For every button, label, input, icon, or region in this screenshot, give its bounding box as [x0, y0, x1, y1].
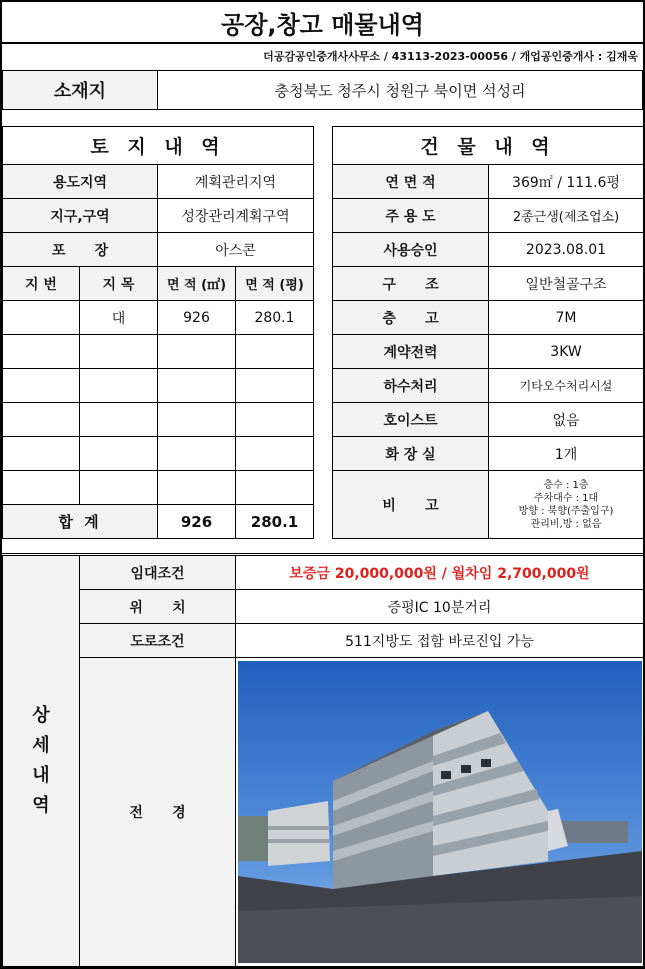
- land-label-zoning: 용도지역: [3, 165, 158, 199]
- building-value-floor-area: 369㎡ / 111.6평: [489, 165, 644, 199]
- land-label-paving: 포 장: [3, 233, 158, 267]
- land-value-district: 성장관리계획구역: [158, 199, 314, 233]
- lease-terms-value: 보증금 20,000,000원 / 월차임 2,700,000원: [236, 556, 644, 590]
- col-header-jimok: 지 목: [80, 267, 158, 301]
- photo-label: 전 경: [80, 658, 236, 967]
- building-photo: [238, 661, 642, 963]
- building-label-structure: 구 조: [333, 267, 489, 301]
- total-area-py: 280.1: [236, 505, 314, 539]
- building-value-hoist: 없음: [489, 403, 644, 437]
- position-value: 증평IC 10분거리: [236, 590, 644, 624]
- parcel-area-py: 280.1: [236, 301, 314, 335]
- land-label-district: 지구,구역: [3, 199, 158, 233]
- office-info-line: 더공감공인중개사사무소 / 43113-2023-00056 / 개업공인중개사 : 김재욱: [263, 50, 638, 63]
- building-value-height: 7M: [489, 301, 644, 335]
- building-value-approval: 2023.08.01: [489, 233, 644, 267]
- col-header-area-m2: 면 적 (㎡): [158, 267, 236, 301]
- location-value: 충청북도 청주시 청원구 북이면 석성리: [158, 71, 643, 110]
- building-value-sewage: 기타오수처리시설: [489, 369, 644, 403]
- building-label-sewage: 하수처리: [333, 369, 489, 403]
- page-title: 공장,창고 매물내역: [221, 10, 424, 39]
- table-row-empty: [3, 369, 314, 403]
- building-label-approval: 사용승인: [333, 233, 489, 267]
- building-label-use: 주 용 도: [333, 199, 489, 233]
- total-area-m2: 926: [158, 505, 236, 539]
- parcel-jimok: 대: [80, 301, 158, 335]
- land-value-zoning: 계획관리지역: [158, 165, 314, 199]
- table-row-empty: [3, 403, 314, 437]
- building-table: [332, 126, 644, 539]
- remark-line: 관리비,방 : 없음: [530, 518, 602, 530]
- details-section-label: 상세내역: [3, 556, 80, 967]
- building-label-hoist: 호이스트: [333, 403, 489, 437]
- lease-terms-label: 임대조건: [80, 556, 236, 590]
- building-value-toilet: 1개: [489, 437, 644, 471]
- col-header-area-py: 면 적 (평): [236, 267, 314, 301]
- building-value-power: 3KW: [489, 335, 644, 369]
- land-value-paving: 아스콘: [158, 233, 314, 267]
- building-label-toilet: 화 장 실: [333, 437, 489, 471]
- location-label: 소재지: [3, 71, 158, 110]
- building-label-height: 층 고: [333, 301, 489, 335]
- position-label: 위 치: [80, 590, 236, 624]
- building-label-remarks: 비 고: [333, 471, 489, 539]
- col-header-jibun: 지 번: [3, 267, 80, 301]
- land-header: 토 지 내 역: [3, 127, 314, 165]
- remark-line: 주차대수 : 1대: [533, 492, 599, 504]
- building-value-use: 2종근생(제조업소): [489, 199, 644, 233]
- parcel-area-m2: 926: [158, 301, 236, 335]
- building-remarks: [489, 471, 644, 539]
- parcel-jibun: [3, 301, 80, 335]
- road-value: 511지방도 접함 바로진입 가능: [236, 624, 644, 658]
- building-label-power: 계약전력: [333, 335, 489, 369]
- table-row-empty: [3, 437, 314, 471]
- building-header: 건 물 내 역: [333, 127, 644, 165]
- remark-line: 방향 : 북향(주출입구): [518, 505, 614, 517]
- details-table: [2, 555, 644, 967]
- location-table: [2, 70, 643, 110]
- land-table: [2, 126, 314, 539]
- remark-line: 층수 : 1층: [543, 479, 589, 491]
- table-row-empty: [3, 335, 314, 369]
- table-row-empty: [3, 471, 314, 505]
- road-label: 도로조건: [80, 624, 236, 658]
- building-value-structure: 일반철골구조: [489, 267, 644, 301]
- table-row: [3, 301, 314, 335]
- photo-cell: [236, 658, 644, 967]
- total-label: 합 계: [3, 505, 158, 539]
- building-label-floor-area: 연 면 적: [333, 165, 489, 199]
